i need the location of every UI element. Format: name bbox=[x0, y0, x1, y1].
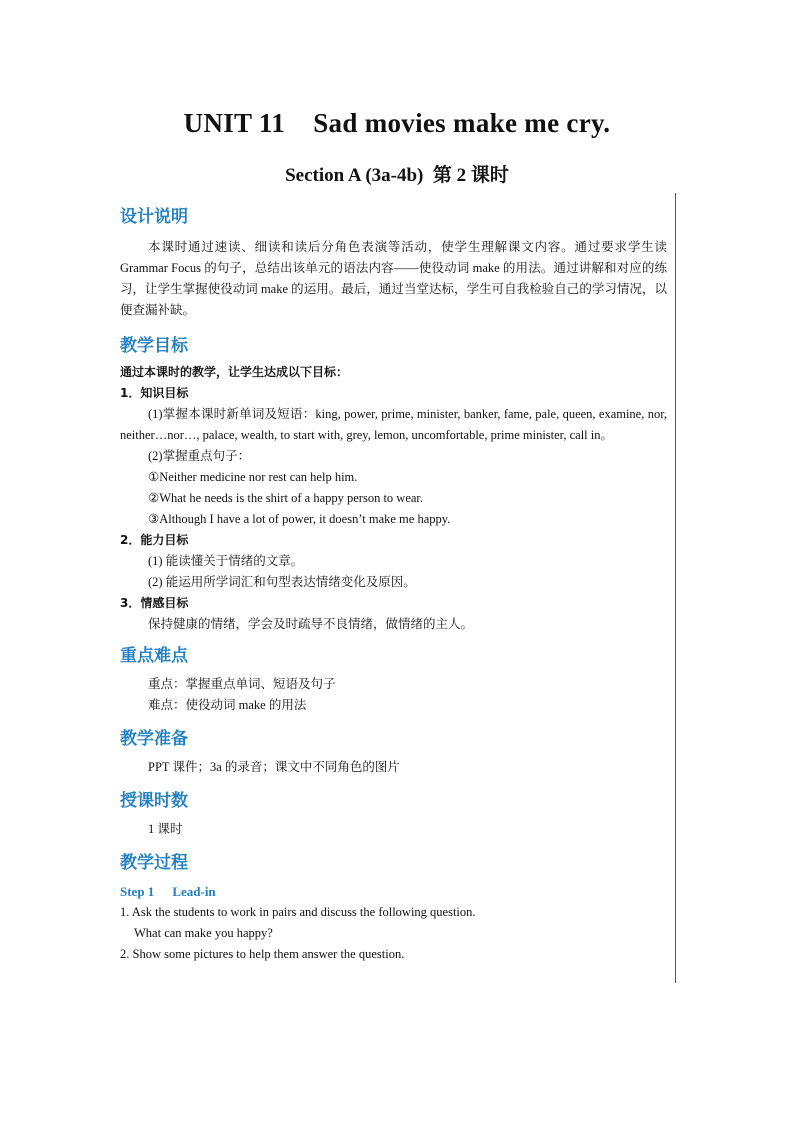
goals-intro: 通过本课时的教学，让学生达成以下目标： bbox=[120, 365, 349, 379]
emotion-text: 保持健康的情绪，学会及时疏导不良情绪，做情绪的主人。 bbox=[148, 617, 474, 631]
goals-heading: 教学目标 bbox=[120, 336, 188, 356]
knowledge-title: 1．知识目标 bbox=[120, 386, 189, 400]
key-sentence-1: ①Neither medicine nor rest can help him. bbox=[148, 470, 358, 484]
step-1-heading bbox=[120, 881, 667, 902]
preparation-text: PPT 课件；3a 的录音；课文中不同角色的图片 bbox=[148, 760, 400, 774]
process-item-1: 1. Ask the students to work in pairs and discuss the following question. bbox=[120, 905, 476, 919]
hours-heading: 授课时数 bbox=[120, 791, 188, 811]
key-sentence-2: ②What he needs is the shirt of a happy person to wear. bbox=[148, 491, 424, 505]
preparation-heading: 教学准备 bbox=[120, 729, 188, 749]
page-subtitle: Section A (3a-4b) 第 2 课时 bbox=[285, 165, 509, 186]
key-point: 重点：掌握重点单词、短语及句子 bbox=[148, 677, 336, 691]
ability-item-1: (1) 能读懂关于情绪的文章。 bbox=[148, 554, 304, 568]
process-item-1-question: What can make you happy? bbox=[134, 926, 273, 940]
ability-title: 2．能力目标 bbox=[120, 533, 189, 547]
process-heading: 教学过程 bbox=[120, 853, 188, 873]
ability-item-2: (2) 能运用所学词汇和句型表达情绪变化及原因。 bbox=[148, 575, 416, 589]
lesson-plan-body bbox=[120, 200, 667, 965]
emotion-title: 3．情感目标 bbox=[120, 596, 189, 610]
process-item-2: 2. Show some pictures to help them answer the question. bbox=[120, 947, 405, 961]
key-sentence-3: ③Although I have a lot of power, it doesn’t make me happy. bbox=[148, 512, 451, 526]
page-title: UNIT 11 Sad movies make me cry. bbox=[183, 108, 611, 138]
margin-rule bbox=[675, 193, 676, 983]
step-name: Lead-in bbox=[172, 884, 216, 899]
hours-text: 1 课时 bbox=[148, 822, 183, 836]
knowledge-item-2: (2)掌握重点句子： bbox=[148, 449, 251, 463]
step-label: Step 1 bbox=[120, 884, 155, 899]
design-text: 本课时通过速读、细读和读后分角色表演等活动，使学生理解课文内容。通过要求学生读 Grammar Focus 的句子，总结出该单元的语法内容——使役动词 make 的用法。通过讲解和对应的练习，让学生掌握使役动词 make 的运用。最后，通过当堂达标，学生可自我检验自己的学习情况，以便查漏补缺。 bbox=[120, 240, 667, 317]
design-heading: 设计说明 bbox=[120, 207, 188, 227]
key-points-heading: 重点难点 bbox=[120, 646, 188, 666]
difficult-point: 难点：使役动词 make 的用法 bbox=[148, 698, 307, 712]
knowledge-item-1: (1)掌握本课时新单词及短语：king, power, prime, minister, banker, fame, pale, queen, examine, nor, neither…nor…, palace, wealth, to start with, grey, lemon, uncomfortable, prime minister, call in。 bbox=[120, 407, 667, 442]
